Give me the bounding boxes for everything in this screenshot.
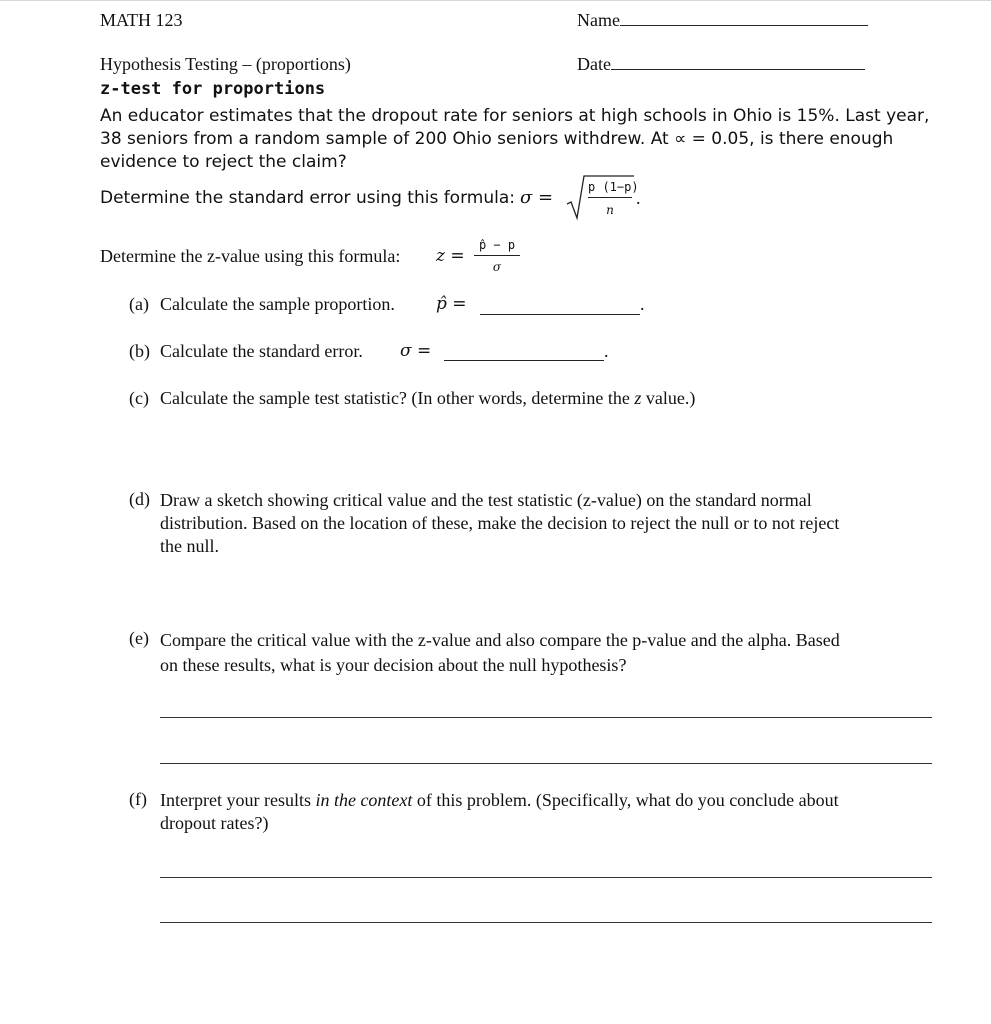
se-period: .	[636, 188, 641, 208]
problem-line-2: 38 seniors from a random sample of 200 Ohio seniors withdrew. At ∝ = 0.05, is there enough	[100, 129, 894, 149]
question-b-end: .	[604, 341, 609, 361]
answer-e-line-2[interactable]	[160, 763, 932, 764]
se-numerator: p (1−p)	[588, 180, 639, 194]
question-d-label: (d)	[129, 489, 150, 509]
name-blank[interactable]	[620, 24, 868, 26]
date-label: Date	[577, 54, 611, 74]
question-f-text: Interpret your results in the context of this problem. (Specifically, what do you conclude about dropout rates?)	[160, 790, 839, 833]
question-b-text: Calculate the standard error.	[160, 341, 363, 361]
se-formula-label: Determine the standard error using this formula:	[100, 188, 515, 208]
answer-e-line-1[interactable]	[160, 717, 932, 718]
z-formula-label: Determine the z-value using this formula:	[100, 246, 401, 266]
date-field[interactable]	[577, 54, 865, 75]
date-blank[interactable]	[611, 68, 865, 70]
problem-line-1: An educator estimates that the dropout rate for seniors at high schools in Ohio is 15%. Last year,	[100, 106, 930, 126]
course-title: MATH 123	[100, 10, 183, 30]
name-field[interactable]	[577, 10, 868, 31]
question-b-symbol: σ =	[400, 341, 432, 361]
question-a-text: Calculate the sample proportion.	[160, 294, 395, 314]
question-b-label: (b)	[129, 341, 150, 361]
answer-f-line-2[interactable]	[160, 922, 932, 923]
question-a-symbol: p̂ =	[436, 294, 467, 314]
question-e-text: Compare the critical value with the z-value and also compare the p-value and the alpha. Based on these results, what is your decision about the null hypothesis?	[160, 630, 840, 675]
z-var: z =	[436, 246, 465, 266]
name-label: Name	[577, 10, 620, 30]
question-c-text: Calculate the sample test statistic? (In other words, determine the z value.)	[160, 388, 696, 408]
question-d-text: Draw a sketch showing critical value and the test statistic (z-value) on the standard normal distribution. Based on the location of these, make the decision to reject the null or to not reject the null.	[160, 490, 840, 556]
answer-a-blank[interactable]	[480, 314, 640, 315]
z-denominator: σ	[492, 260, 502, 274]
subtitle: z-test for proportions	[100, 79, 326, 99]
se-sigma: σ =	[520, 187, 554, 208]
se-fraction-bar	[588, 197, 632, 198]
se-denominator: n	[606, 203, 614, 217]
question-c-label: (c)	[129, 388, 149, 408]
question-a-label: (a)	[129, 294, 149, 314]
question-a-end: .	[640, 294, 645, 314]
page-top-border	[0, 0, 991, 1]
question-f-label: (f)	[129, 789, 147, 809]
topic-title: Hypothesis Testing – (proportions)	[100, 54, 351, 74]
answer-f-line-1[interactable]	[160, 877, 932, 878]
z-fraction-bar	[474, 255, 520, 256]
question-e-label: (e)	[129, 628, 149, 648]
problem-statement	[100, 105, 929, 174]
z-numerator: p̂ − p	[478, 238, 516, 252]
answer-b-blank[interactable]	[444, 360, 604, 361]
problem-line-3: evidence to reject the claim?	[100, 152, 347, 172]
